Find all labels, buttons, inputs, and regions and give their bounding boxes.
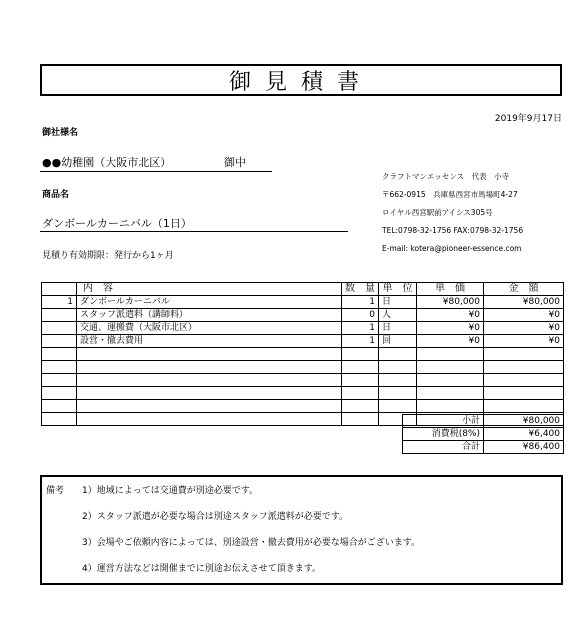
- company-email: E-mail: kotera@pioneer-essence.com: [382, 244, 522, 253]
- validity-note: 見積り有効期限：発行から1ヶ月: [42, 251, 174, 261]
- row-content: ダンボールカーニバル: [77, 296, 342, 309]
- total-label: 合計: [403, 441, 484, 454]
- subtotal-label: 小計: [403, 415, 484, 428]
- row-price: [417, 400, 484, 413]
- table-row: [42, 400, 564, 413]
- note-line: 3）会場やご依頼内容によっては、別途設営・撤去費用が必要な場合がございます。: [82, 538, 421, 548]
- row-index: 1: [42, 296, 77, 309]
- tax-label: 消費税(8%): [403, 428, 484, 441]
- row-amount: ¥80,000: [484, 296, 564, 309]
- items-table: [41, 282, 564, 426]
- row-index: [42, 361, 77, 374]
- note-line: 1）地域によっては交通費が別途必要です。: [82, 486, 259, 496]
- row-unit: [379, 374, 417, 387]
- table-row: [42, 296, 564, 309]
- row-content: [77, 348, 342, 361]
- row-content: [77, 361, 342, 374]
- subtotal-row: [403, 415, 564, 428]
- row-index: [42, 335, 77, 348]
- row-qty: [342, 387, 379, 400]
- row-amount: [484, 400, 564, 413]
- row-index: [42, 374, 77, 387]
- row-price: [417, 387, 484, 400]
- row-qty: 0: [342, 309, 379, 322]
- qty-header: 数 量: [342, 283, 379, 296]
- table-row: [42, 335, 564, 348]
- row-content: [77, 400, 342, 413]
- row-price: ¥80,000: [417, 296, 484, 309]
- row-price: [417, 374, 484, 387]
- row-index: [42, 309, 77, 322]
- client-name: ●●幼稚園（大阪市北区）: [42, 156, 172, 169]
- row-content: スタッフ派遣料（講師料）: [77, 309, 342, 322]
- idx-header: [42, 283, 77, 296]
- subtotal-value: ¥80,000: [484, 415, 564, 428]
- row-index: [42, 387, 77, 400]
- table-row: [42, 309, 564, 322]
- row-price: ¥0: [417, 335, 484, 348]
- row-price: ¥0: [417, 322, 484, 335]
- row-unit: [379, 361, 417, 374]
- row-amount: [484, 361, 564, 374]
- note-line: 4）運営方法などは開催までに別途お伝えさせて頂きます。: [82, 564, 322, 574]
- row-unit: [379, 400, 417, 413]
- table-row: [42, 322, 564, 335]
- row-unit: 人: [379, 309, 417, 322]
- tax-row: [403, 428, 564, 441]
- row-qty: [342, 413, 379, 426]
- row-amount: ¥0: [484, 309, 564, 322]
- product-name: ダンボールカーニバル（1日）: [42, 217, 192, 230]
- notes-label: 備考: [46, 486, 65, 496]
- totals-table: [402, 414, 564, 454]
- row-qty: [342, 348, 379, 361]
- row-qty: 1: [342, 296, 379, 309]
- row-content: [77, 413, 342, 426]
- note-line: 2）スタッフ派遣が必要な場合は別途スタッフ派遣料が必要です。: [82, 512, 349, 522]
- row-amount: [484, 387, 564, 400]
- row-unit: 日: [379, 322, 417, 335]
- company-postal: 〒662-0915 兵庫県西宮市馬場町4-27: [382, 190, 518, 199]
- notes-box: [40, 475, 563, 585]
- table-row: [42, 374, 564, 387]
- table-row: [42, 361, 564, 374]
- row-index: [42, 413, 77, 426]
- row-content: 交通、運搬費（大阪市北区）: [77, 322, 342, 335]
- price-header: 単 価: [417, 283, 484, 296]
- row-price: [417, 348, 484, 361]
- row-qty: [342, 400, 379, 413]
- content-header: 内 容: [77, 283, 342, 296]
- row-qty: [342, 361, 379, 374]
- total-row: [403, 441, 564, 454]
- issue-date: 2019年9月17日: [494, 114, 562, 124]
- row-index: [42, 400, 77, 413]
- items-header-row: [42, 283, 564, 296]
- table-row: [42, 387, 564, 400]
- row-content: [77, 387, 342, 400]
- product-label: 商品名: [42, 190, 70, 200]
- table-row: [42, 348, 564, 361]
- total-value: ¥86,400: [484, 441, 564, 454]
- row-index: [42, 348, 77, 361]
- document-title: 御見積書: [40, 64, 562, 96]
- row-unit: [379, 348, 417, 361]
- company-building: ロイヤル西宮駅前アイシス305号: [382, 208, 493, 217]
- row-amount: [484, 348, 564, 361]
- amount-header: 金 額: [484, 283, 564, 296]
- row-amount: ¥0: [484, 335, 564, 348]
- row-amount: [484, 374, 564, 387]
- row-price: [417, 361, 484, 374]
- row-content: 設営・撤去費用: [77, 335, 342, 348]
- row-unit: 日: [379, 296, 417, 309]
- company-info: [382, 168, 523, 258]
- company-tel-fax: TEL:0798-32-1756 FAX:0798-32-1756: [382, 226, 524, 235]
- unit-header: 単 位: [379, 283, 417, 296]
- tax-value: ¥6,400: [484, 428, 564, 441]
- row-content: [77, 374, 342, 387]
- row-unit: 回: [379, 335, 417, 348]
- product-block: [40, 213, 348, 232]
- client-suffix: 御中: [224, 156, 246, 169]
- addressee-label: 御社様名: [42, 128, 79, 138]
- row-unit: [379, 387, 417, 400]
- row-index: [42, 322, 77, 335]
- company-name: クラフトマンエッセンス 代表 小寺: [382, 172, 510, 181]
- row-qty: [342, 374, 379, 387]
- row-amount: ¥0: [484, 322, 564, 335]
- client-block: [40, 152, 272, 172]
- row-qty: 1: [342, 335, 379, 348]
- row-price: ¥0: [417, 309, 484, 322]
- row-qty: 1: [342, 322, 379, 335]
